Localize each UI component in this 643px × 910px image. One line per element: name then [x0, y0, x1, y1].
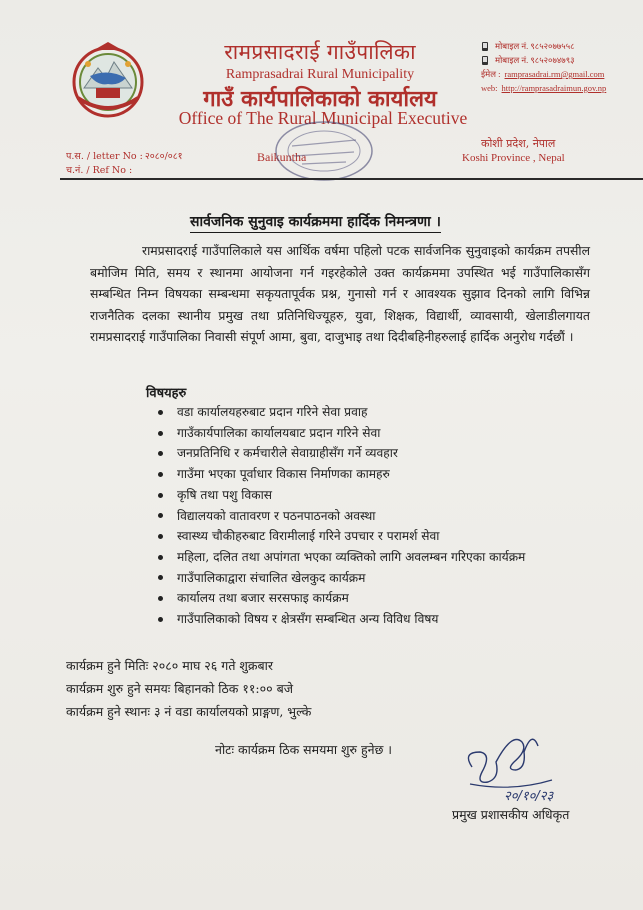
municipality-name-en: Ramprasadrai Rural Municipality — [225, 67, 415, 82]
letter-no-value: २०८०/०८१ — [144, 151, 183, 162]
phone-row-1 — [481, 40, 641, 52]
web-link[interactable]: http://ramprasadraimun.gov.np — [501, 83, 607, 93]
bullet-icon — [158, 534, 163, 539]
web-label: web: — [481, 83, 498, 93]
list-item: जनप्रतिनिधि र कर्मचारीले सेवाग्राहीसँग गर्ने व्यवहार — [158, 443, 618, 464]
bullet-icon — [158, 472, 163, 477]
bullet-icon — [158, 493, 163, 498]
list-item: गाउँपालिकाको विषय र क्षेत्रसँग सम्बन्धित अन्य विविध विषय — [158, 609, 618, 630]
list-item: गाउँकार्यपालिका कार्यालयबाट प्रदान गरिने सेवा — [158, 423, 618, 444]
note-text: नोटः कार्यक्रम ठिक समयमा शुरु हुनेछ । — [215, 742, 393, 757]
contact-block — [481, 40, 641, 96]
list-item: कृषि तथा पशु विकास — [158, 485, 618, 506]
phone-icon — [481, 56, 489, 65]
bullet-icon — [158, 410, 163, 415]
list-item: कार्यालय तथा बजार सरसफाइ कार्यक्रम — [158, 588, 618, 609]
bullet-icon — [158, 555, 163, 560]
ref-no-label: च.नं. / Ref No : — [66, 165, 133, 176]
letter-no-label: प.स. / letter No : — [66, 151, 143, 162]
location-baikuntha: Baikuntha — [257, 150, 307, 164]
signatory-title: प्रमुख प्रशासकीय अधिकृत — [452, 807, 570, 822]
list-item: स्वास्थ्य चौकीहरुबाट विरामीलाई गरिने उपचार र परामर्श सेवा — [158, 526, 618, 547]
phone-row-2 — [481, 54, 641, 66]
email-label: ईमेल : — [481, 69, 501, 79]
email-link[interactable]: ramprasadrai.rm@gmail.com — [504, 69, 605, 79]
event-date: कार्यक्रम हुने मितिः २०८० माघ २६ गते शुक्रबार — [66, 658, 274, 673]
invitation-text: रामप्रसादराई गाउँपालिकाले यस आर्थिक वर्षमा पहिलो पटक सार्वजनिक सुनुवाइको कार्यक्रम तपसील बमोजिम मिति, समय र स्थानमा आयोजना गर्न गइरहेकोले उक्त कार्यक्रममा उपस्थित भई गाउँपालिकासँग सम्बन्धित निम्न विषयका सम्बन्धमा सकृयतापूर्वक प्रश्न, गुनासो गर्न र आवश्यक सुझाव दिनको लागि विभिन्न राजनैतिक दलका स्थानीय प्रमुख तथा प्रतिनिधिज्यूहरु, युवा, शिक्षक, विद्यार्थी, व्यावसायी, खेलाडीलगायत रामप्रसादराई गाउँपालिका निवासी संपूर्ण आमा, बुवा, दाजुभाइ तथा दिदीबहिनीहरुलाई हार्दिक अनुरोध गर्दछौं । — [90, 243, 590, 344]
list-item: गाउँपालिकाद्वारा संचालित खेलकुद कार्यक्रम — [158, 568, 618, 589]
phone-number-2: मोबाइल नं. ९८५२०७४७९३ — [495, 55, 575, 65]
letter-reference — [66, 150, 183, 178]
list-item: महिला, दलित तथा अपांगता भएका व्यक्तिको लागि अवलम्बन गरिएका कार्यक्रम — [158, 547, 618, 568]
event-place: कार्यक्रम हुने स्थानः ३ नं वडा कार्यालयको प्राङ्गण, भुल्के — [66, 704, 312, 719]
invitation-paragraph — [90, 240, 590, 348]
letter-subject: सार्वजनिक सुनुवाइ कार्यक्रममा हार्दिक निमन्त्रणा । — [190, 212, 441, 233]
province-np: कोशी प्रदेश, नेपाल — [481, 137, 556, 150]
header-divider — [60, 178, 643, 180]
nepal-emblem-icon — [66, 38, 150, 122]
topics-heading: विषयहरु — [146, 386, 187, 401]
office-seal-stamp — [272, 118, 376, 184]
bullet-icon — [158, 451, 163, 456]
bullet-icon — [158, 575, 163, 580]
office-name-en: Office of The Rural Municipal Executive — [178, 108, 468, 128]
web-row — [481, 82, 641, 94]
list-item: विद्यालयको वातावरण र पठनपाठनको अवस्था — [158, 506, 618, 527]
bullet-icon — [158, 431, 163, 436]
office-name-np: गाउँ कार्यपालिकाको कार्यालय — [203, 86, 437, 112]
province-en: Koshi Province , Nepal — [462, 152, 565, 164]
bullet-icon — [158, 596, 163, 601]
topics-list — [158, 402, 618, 630]
phone-icon — [481, 42, 489, 51]
event-details — [66, 654, 311, 723]
handwritten-signature — [452, 722, 592, 812]
signature-date: २०/१०/२३ — [504, 789, 554, 804]
bullet-icon — [158, 513, 163, 518]
email-row — [481, 68, 641, 80]
event-time: कार्यक्रम शुरु हुने समयः बिहानको ठिक ११:०० बजे — [66, 681, 293, 696]
header-titles — [160, 40, 480, 112]
list-item: गाउँमा भएका पूर्वाधार विकास निर्माणका कामहरु — [158, 464, 618, 485]
list-item: वडा कार्यालयहरुबाट प्रदान गरिने सेवा प्रवाह — [158, 402, 618, 423]
bullet-icon — [158, 617, 163, 622]
phone-number-1: मोबाइल नं. ९८५२०७७५५८ — [495, 41, 575, 51]
municipality-name-np: रामप्रसादराई गाउँपालिका — [224, 40, 416, 64]
